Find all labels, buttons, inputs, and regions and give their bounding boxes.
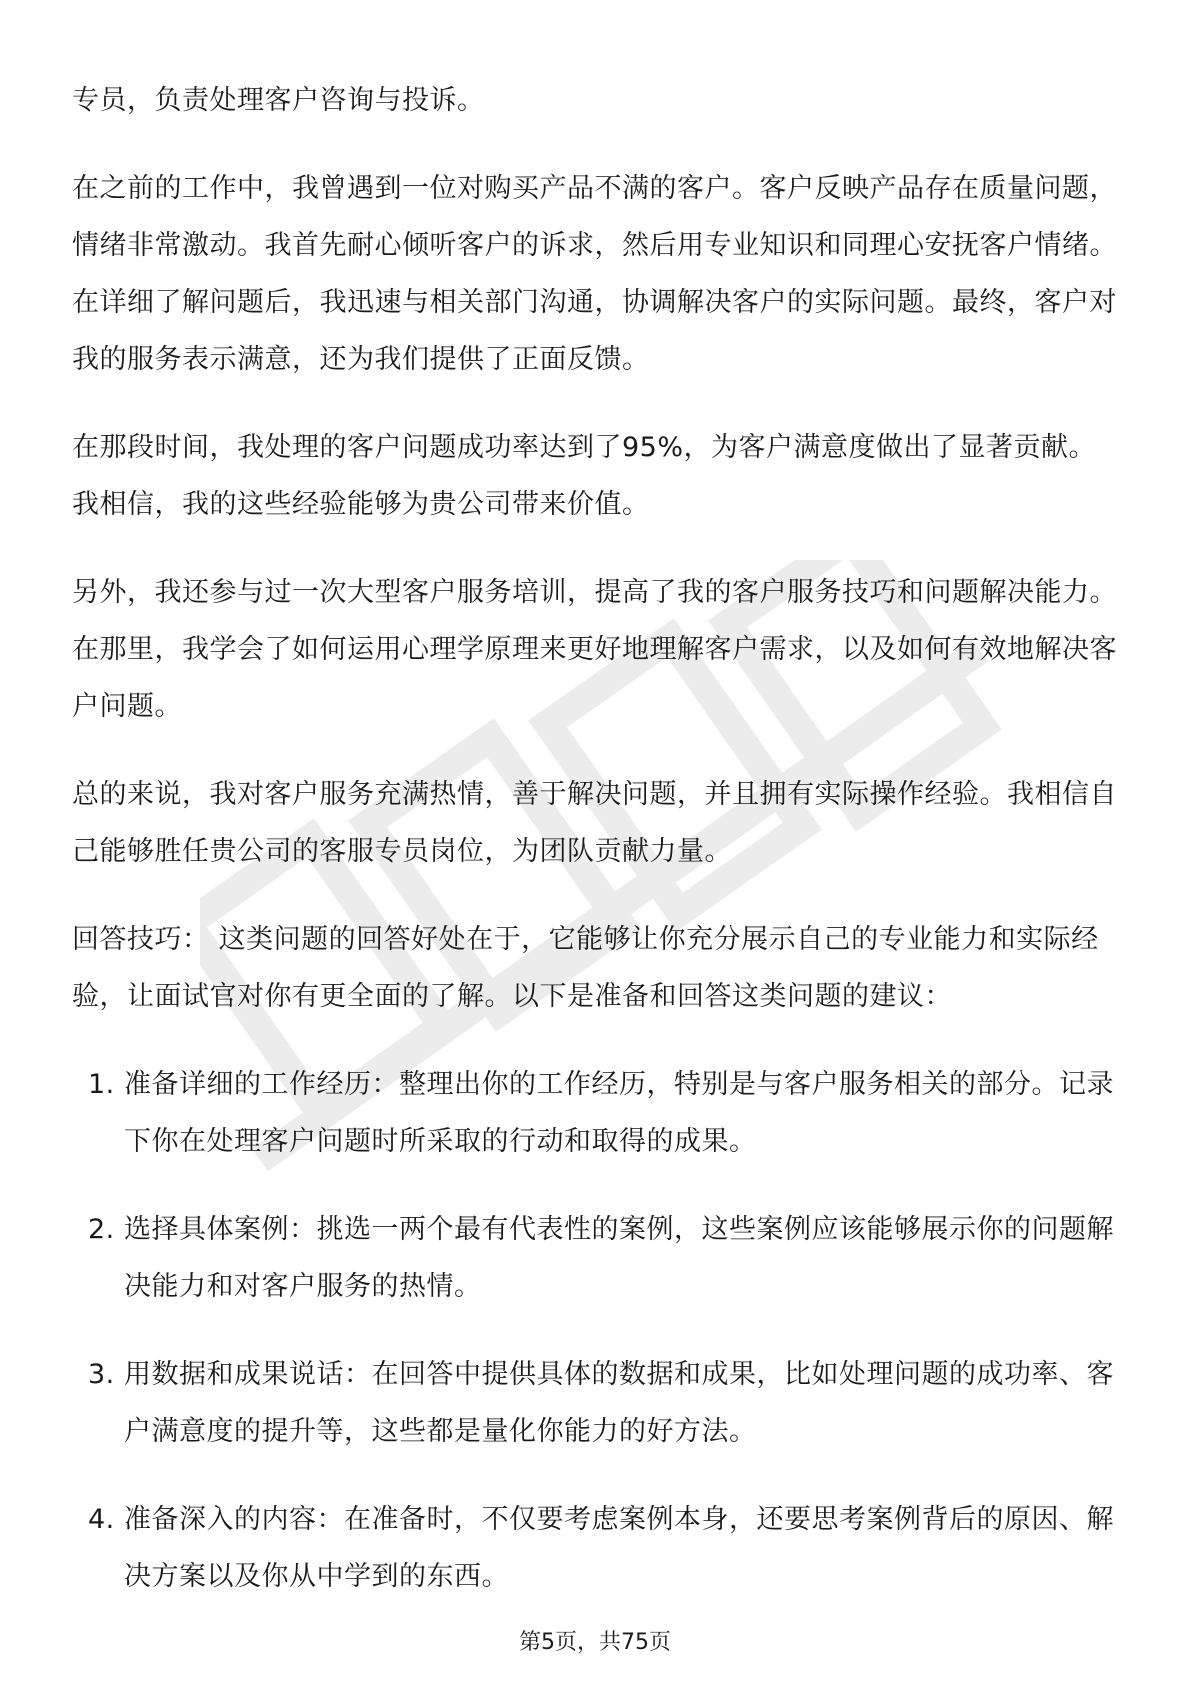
paragraph: 在那段时间，我处理的客户问题成功率达到了95%，为客户满意度做出了显著贡献。我相信，我的这些经验能够为贵公司带来价值。 bbox=[72, 432, 1097, 520]
list-item bbox=[72, 1491, 1118, 1605]
list-item-text: 用数据和成果说话：在回答中提供具体的数据和成果，比如处理问题的成功率、客户满意度的提升等，这些都是量化你能力的好方法。 bbox=[124, 1359, 1114, 1447]
list-item-text: 准备深入的内容：在准备时，不仅要考虑案例本身，还要思考案例背后的原因、解决方案以及你从中学到的东西。 bbox=[124, 1504, 1114, 1592]
list-item-number: 2. bbox=[88, 1214, 115, 1245]
paragraph: 总的来说，我对客户服务充满热情，善于解决问题，并且拥有实际操作经验。我相信自己能够胜任贵公司的客服专员岗位，为团队贡献力量。 bbox=[72, 779, 1117, 867]
page-number: 第5页，共75页 bbox=[519, 1630, 671, 1655]
paragraph: 另外，我还参与过一次大型客户服务培训，提高了我的客户服务技巧和问题解决能力。在那里，我学会了如何运用心理学原理来更好地理解客户需求，以及如何有效地解决客户问题。 bbox=[72, 577, 1117, 722]
paragraph: 在之前的工作中，我曾遇到一位对购买产品不满的客户。客户反映产品存在质量问题，情绪非常激动。我首先耐心倾听客户的诉求，然后用专业知识和同理心安抚客户情绪。在详细了解问题后，我迅速与相关部门沟通，协调解决客户的实际问题。最终，客户对我的服务表示满意，还为我们提供了正面反馈。 bbox=[72, 173, 1117, 375]
list-item-number: 4. bbox=[88, 1504, 115, 1535]
document-body bbox=[72, 72, 1118, 1636]
list-item bbox=[72, 1056, 1118, 1170]
list-item-text: 选择具体案例：挑选一两个最有代表性的案例，这些案例应该能够展示你的问题解决能力和对客户服务的热情。 bbox=[124, 1214, 1114, 1302]
list-item-number: 3. bbox=[88, 1359, 115, 1390]
list-item-text: 准备详细的工作经历：整理出你的工作经历，特别是与客户服务相关的部分。记录下你在处理客户问题时所采取的行动和取得的成果。 bbox=[124, 1069, 1114, 1157]
list-item bbox=[72, 1346, 1118, 1460]
list-item bbox=[72, 1201, 1118, 1315]
tips-list bbox=[72, 1056, 1118, 1605]
list-item-number: 1. bbox=[88, 1069, 115, 1100]
paragraph: 回答技巧： 这类问题的回答好处在于，它能够让你充分展示自己的专业能力和实际经验，让面试官对你有更全面的了解。以下是准备和回答这类问题的建议： bbox=[72, 924, 1099, 1012]
paragraph: 专员，负责处理客户咨询与投诉。 bbox=[72, 85, 485, 116]
